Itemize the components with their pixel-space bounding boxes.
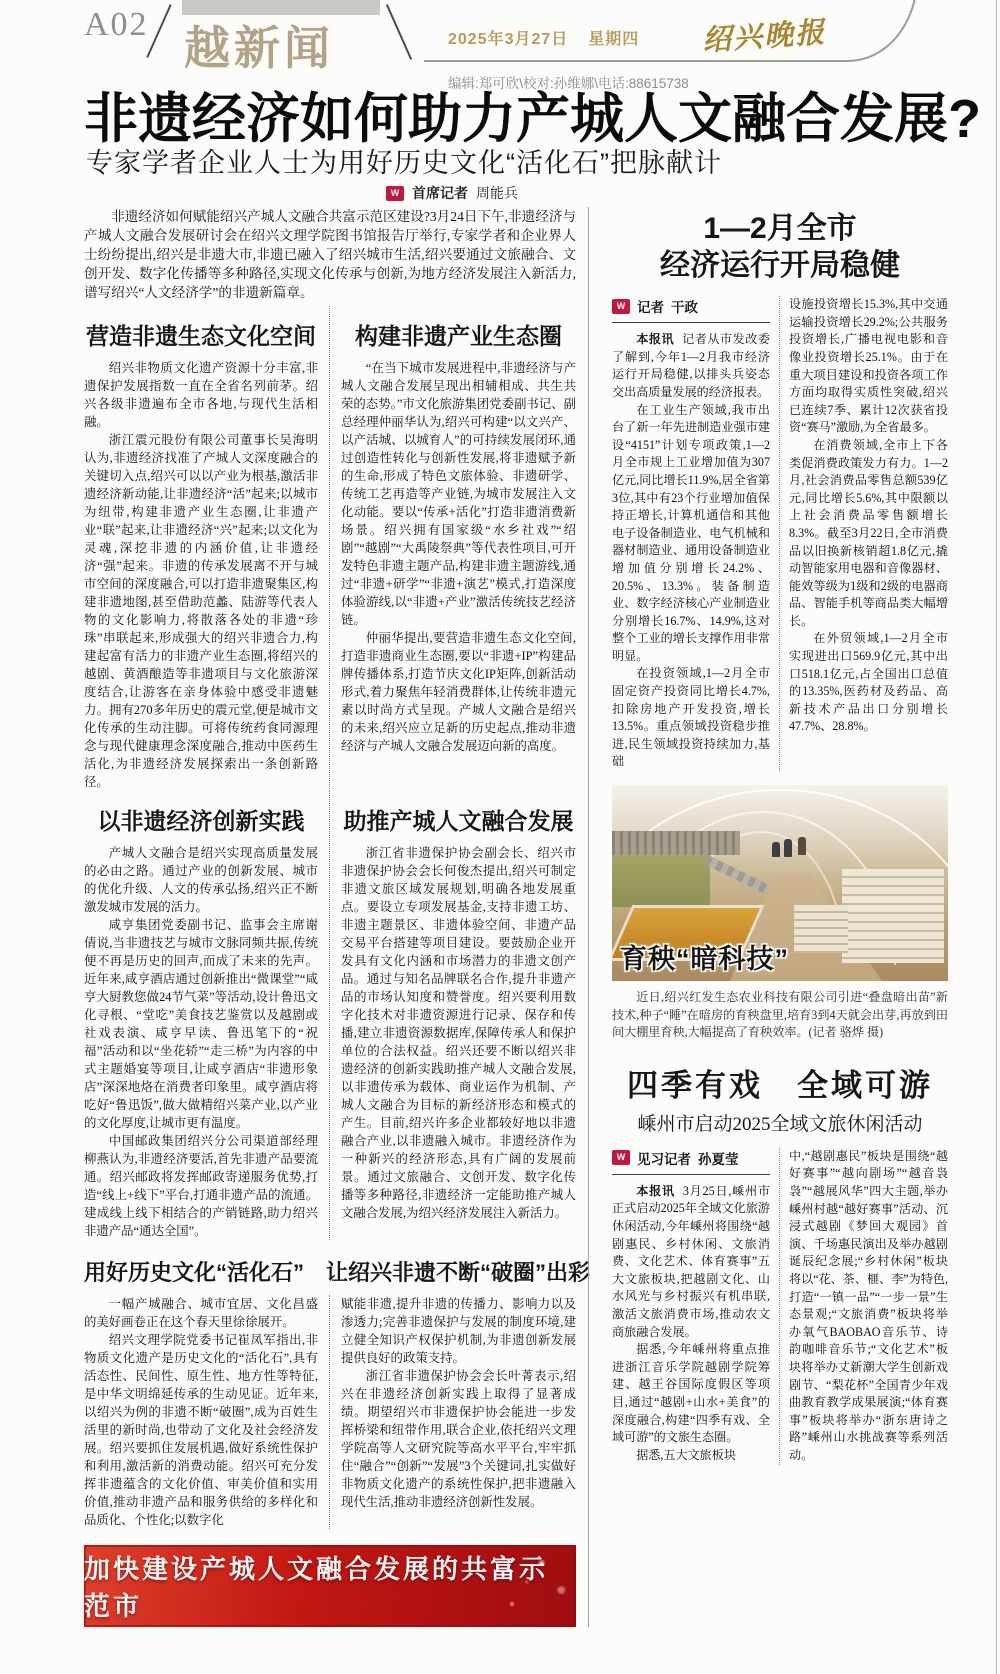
stacked-trays bbox=[794, 905, 848, 953]
paragraph-text: 3月25日,嵊州市正式启动2025年全域文化旅游休闲活动,今年嵊州将围绕“越剧惠民、乡村休闲、文旅消费、文化艺术、体育赛事”五大文旅板块,把越剧文化、山水风光与乡村振兴有机串联,激活文旅消费市场,推动农文商旅融合发展。 bbox=[612, 1183, 770, 1339]
main-headline: 非遗经济如何助力产城人文融合发展? bbox=[84, 89, 981, 149]
byline-label: 记者 bbox=[637, 300, 664, 316]
story-paragraph: 产城人文融合是绍兴实现高质量发展的必由之路。通过产业的创新发展、城市的优化升级、人文的传承弘扬,绍兴正不断激发城市发展的活力。 bbox=[84, 846, 318, 914]
shengzhou-subtitle: 嵊州市启动2025全域文旅休闲活动 bbox=[637, 1113, 923, 1135]
story-paragraph bbox=[612, 1183, 770, 1341]
page-edge-rule bbox=[996, 0, 997, 1674]
promo-banner-text: 加快建设产城人文融合发展的共富示范市 bbox=[84, 1555, 549, 1621]
economy-byline bbox=[612, 296, 770, 323]
promo-banner bbox=[84, 1545, 576, 1627]
story-paragraph: 绍兴非物质文化遗产资源十分丰富,非遗保护发展指数一直在全省名列前茅。绍兴各级非遗遍布全市各地,与现代生活相融。 bbox=[84, 361, 318, 429]
story-paragraph: 绍兴文理学院党委书记崔凤军指出,非物质文化遗产是历史文化的“活化石”,具有活态性、民间性、原生性、地方性等特征,是中华文明绵延传承的生动见证。近年来,以绍兴为例的非遗不断“破圈”,成为百姓生活里的新时尚,也带动了文化及社会经济发展。绍兴要抓住发展机遇,做好系统性保护和利用,激活新的消费动能。绍兴可充分发挥非遗蕴含的文化价值、审美价值和实用价值,推动非遗产品和服务供给的多样化和品质化、个性化;以数字化 bbox=[84, 1333, 318, 1527]
photo-grass bbox=[612, 855, 710, 907]
story-paragraph: 浙江省非遗保护协会会长叶菁表示,绍兴在非遗经济创新实践上取得了显著成绩。期望绍兴市非遗保护协会能进一步发挥桥梁和纽带作用,联合企业,依托绍兴文理学院高等人文研究院等高水平平台,牢牢抓住“融合”“创新”“发展”3个关键词,扎实做好非物质文化遗产的系统性保护,把非遗融入现代生活,推动非遗经济创新性发展。 bbox=[341, 1369, 576, 1509]
brand-logo: 绍兴晚报 bbox=[701, 16, 828, 58]
byline-label: 见习记者 bbox=[637, 1151, 691, 1167]
story-paragraph: 咸亨集团党委副书记、监事会主席谢倩说,当非遗技艺与城市文脉同频共振,传统便不再是历史的回声,而成了未来的先声。近年来,咸亨酒店通过创新推出“微课堂”“咸亨大厨教您做24节气菜”等活动,设计鲁迅文化寻根、“堂吃”美食技艺鉴赏以及越剧或社戏表演、咸亨早读、鲁迅笔下的“祝福”活动和以“坐花轿”“走三桥”为内容的中式主题婚宴等项目,让咸亨酒店“非遗形象店”深深地烙在消费者印象里。咸亨酒店将吃好“鲁迅饭”,做大做精绍兴菜产业,以产业的文化厚度,让城市更有温度。 bbox=[84, 918, 318, 1130]
column bbox=[780, 1148, 948, 1465]
weekday: 星期四 bbox=[588, 31, 640, 48]
byline-name: 周能兵 bbox=[476, 185, 518, 201]
column bbox=[330, 1295, 576, 1529]
story-paragraph bbox=[612, 331, 770, 401]
shengzhou-columns bbox=[612, 1148, 948, 1465]
photo-caption: 近日,绍兴红发生态农业科技有限公司引进“叠盘暗出苗”新技术,种子“睡”在暗房的育秧盘里,培育3到4天就会出芽,再放到田间大棚里育秧,大幅提高了育秧效率。(记者 骆烨 摄) bbox=[612, 990, 948, 1040]
page-number: A02 bbox=[84, 6, 149, 43]
story-paragraph: 一幅产城融合、城市宜居、文化昌盛的美好画卷正在这个春天里徐徐展开。 bbox=[84, 1297, 318, 1329]
story-paragraph: 在投资领域,1—2月全市固定资产投资同比增长4.7%,扣除房地产开发投资,增长13.5%。重点领域投资稳步推进,民生领域投资持续加力,基础 bbox=[612, 666, 770, 769]
byline-name: 干政 bbox=[671, 300, 698, 316]
column bbox=[780, 296, 948, 771]
column bbox=[612, 296, 780, 771]
photo-fence bbox=[612, 831, 740, 855]
byline-name: 孙夏莹 bbox=[698, 1151, 739, 1167]
byline-label: 首席记者 bbox=[412, 185, 468, 201]
photo-title: 育秧“暗科技” bbox=[620, 944, 789, 975]
section-heading: 助推产城人文融合发展 bbox=[343, 808, 574, 834]
column bbox=[330, 306, 576, 791]
section-heading: 以非遗经济创新实践 bbox=[97, 808, 305, 834]
story-paragraph: 据悉,今年嵊州将重点推进浙江音乐学院越剧学院筹建、越王谷国际度假区等项目,通过“越剧+山水+美食”的深度融合,构建“四季有戏、全域可游”的文旅生态圈。 bbox=[612, 1342, 770, 1445]
story-paragraph: 设施投资增长15.3%,其中交通运输投资增长29.2%;公共服务投资增长,广播电视电影和音像业投资增长25.1%。由于在重大项目建设和投资各项工作方面均取得实质性突破,绍兴已连续7季、累计12次获省投资“赛马”激励,为全省最多。 bbox=[789, 297, 948, 435]
issue-date: 2025年3月27日 bbox=[448, 31, 569, 48]
paper-logo-icon: W bbox=[386, 186, 404, 201]
column bbox=[84, 306, 330, 791]
main-story bbox=[84, 207, 591, 1627]
shengzhou-byline bbox=[612, 1148, 770, 1175]
column bbox=[84, 791, 330, 1240]
story-section-3 bbox=[84, 1295, 576, 1529]
economy-columns bbox=[612, 296, 948, 771]
story-paragraph: “在当下城市发展进程中,非遗经济与产城人文融合发展呈现出相辅相成、共生共荣的态势。”市文化旅游集团党委副书记、副总经理仲丽华认为,绍兴可构建“以文兴产、以产活城、以城育人”的可持续发展闭环,通过创造性转化与创新性发展,将非遗赋予新的生命,形成了特色文旅体验、非遗研学、传统工艺再造等产业链,为城市发展注入文化动能。要以“传承+活化”打造非遗消费新场景。绍兴拥有国家级“水乡社戏”“绍剧”“越剧”“大禹陵祭典”等代表性项目,可开发特色非遗主题产品,构建非遗主题游线,通过“非遗+研学”“非遗+演艺”模式,打造深度体验游线,以“非遗+产业”激活传统技艺经济链。 bbox=[341, 361, 576, 627]
column bbox=[330, 791, 576, 1240]
paper-logo-icon: W bbox=[612, 299, 630, 314]
photo-person bbox=[798, 837, 806, 855]
economy-title-line2: 经济运行开局稳健 bbox=[660, 248, 900, 282]
story-paragraph: 在消费领域,全市上下各类促消费政策发力有力。1—2月,社会消费品零售总额539亿元,同比增长5.6%,其中限额以上社会消费品零售额增长8.3%。截至3月22日,全市消费品以旧换新核销超1.8亿元,撬动智能家用电器和音像器材、能效等级为1级和2级的电器商品、智能手机等商品类大幅增长。 bbox=[789, 437, 948, 628]
section-heading: 用好历史文化“活化石” 让绍兴非遗不断“破圈”出彩 bbox=[84, 1260, 591, 1285]
section-heading: 构建非遗产业生态圈 bbox=[355, 323, 562, 349]
photo-person bbox=[772, 842, 780, 857]
sidebar bbox=[588, 207, 948, 1627]
economy-title bbox=[612, 211, 948, 284]
story-paragraph: 浙江震元股份有限公司董事长吴海明认为,非遗经济找准了产城人文深度融合的关键切入点,绍兴可以以产业为根基,激活非遗经济新动能,让非遗经济“活”起来;以城市为纽带,构建非遗产业生态圈,让非遗产业“联”起来,让非遗经济“兴”起来;以文化为灵魂,深挖非遗的内涵价值,让非遗经济“强”起来。非遗的传承发展离不开与城市空间的深度融合,可以打造非遗聚集区,构建非遗地图,甚至借助范蠡、陆游等代表人物的文化影响力,将散落各处的非遗“珍珠”串联起来,形成强大的绍兴非遗合力,构建起富有活力的非遗产业生态圈,将绍兴的越剧、黄酒酿造等非遗项目与文化旅游深度结合,让游客在亲身体验中感受非遗魅力。拥有270多年历史的震元堂,便是城市文化传承的生动注脚。可将传统药食同源理念与现代健康理念深度融合,推动中医药生活化,为非遗经济发展探索出一条创新路径。 bbox=[84, 433, 318, 789]
photo-person bbox=[784, 839, 792, 857]
header-backslash-rule bbox=[146, 4, 171, 58]
shengzhou-article bbox=[612, 1060, 948, 1465]
column bbox=[84, 1295, 330, 1529]
story-paragraph: 仲丽华提出,要营造非遗生态文化空间,打造非遗商业生态圈,要以“非遗+IP”构建品牌传播体系,打造节庆文化IP矩阵,创新活动形式,着力聚焦年轻消费群体,让传统非遗元素以时尚方式呈现。产城人文融合是绍兴的未来,绍兴应立足新的历史起点,推动非遗经济与产城人文融合发展迈向新的高度。 bbox=[341, 631, 576, 753]
story-paragraph: 在工业生产领域,我市出台了新一年先进制造业强市建设“4151”计划专项政策,1—2月全市规上工业增加值为307亿元,同比增长11.9%,居全省第3位,其中有23个行业增加值保持正增长,计算机通信和其他电子设备制造业、电气机械和器材制造业、通用设备制造业增加值分别增长24.2%、20.5%、13.3%。装备制造业、数字经济核心产业制造业分别增长16.7%、14.9%,这对整个工业的增长支撑作用非常明显。 bbox=[612, 402, 770, 663]
column bbox=[612, 1148, 780, 1465]
editor-line: 编辑:郑可欣\校对:孙维娜\电话:88615738 bbox=[448, 76, 689, 91]
lead-paragraph: 非遗经济如何赋能绍兴产城人文融合共富示范区建设?3月24日下午,非遗经济与产城人文融合发展研讨会在绍兴文理学院图书馆报告厅举行,专家学者和企业界人士纷纷提出,绍兴是非遗大市,非遗已融入了绍兴城市生活,绍兴要通过文旅融合、文创开发、数字化传播等多种路径,实现文化传承与创新,为地方经济发展注入新活力,谱写绍兴“人文经济学”的非遗新篇章。 bbox=[84, 209, 577, 300]
page-content bbox=[84, 207, 948, 1627]
economy-title-line1: 1—2月全市 bbox=[703, 212, 857, 245]
shengzhou-title: 四季有戏 全域可游 bbox=[627, 1067, 933, 1103]
date-line bbox=[448, 26, 639, 49]
story-section-1 bbox=[84, 306, 576, 791]
header-slash-rule bbox=[386, 4, 412, 60]
story-paragraph: 在外贸领域,1—2月全市实现进出口569.9亿元,其中出口518.1亿元,占全国出口总值的13.35%,医药材及药品、高新技术产品出口分别增长47.7%、28.8%。 bbox=[789, 631, 948, 734]
paragraph-text: 记者从市发改委了解到,今年1—2月我市经济运行开局稳健,以排头兵姿态交出高质量发展的经济报表。 bbox=[612, 332, 770, 399]
paper-logo-icon: W bbox=[612, 1150, 630, 1165]
news-photo bbox=[612, 785, 948, 981]
story-paragraph: 浙江省非遗保护协会副会长、绍兴市非遗保护协会会长何俊杰提出,绍兴可制定非遗文旅区域发展规划,明确各地发展重点。要设立专项发展基金,支持非遗工坊、非遗主题景区、非遗体验空间、非遗产品交易平台搭建等项目建设。要鼓励企业开发具有文化内涵和市场潜力的非遗文创产品。通过与知名品牌联名合作,提升非遗产品的市场认知度和赞誉度。绍兴要利用数字化技术对非遗资源进行记录、保存和传播,建立非遗资源数据库,保障传承人和保护单位的合法权益。绍兴还要不断以绍兴非遗经济的创新实践助推产城人文融合发展,以非遗传承为载体、商业运作为机制、产城人文融合为目标的新经济形态和模式的产生。目前,绍兴许多企业都较好地以非遗融合产业,以非遗融入城市。非遗经济作为一种新兴的经济形态,具有广阔的发展前景。通过文旅融合、文创开发、数字化传播等多种路径,非遗经济一定能助推产城人文融合发展,为绍兴经济发展注入新活力。 bbox=[341, 846, 576, 1220]
brief-label: 本报讯 bbox=[636, 1183, 675, 1198]
story-paragraph: 赋能非遗,提升非遗的传播力、影响力以及渗透力;完善非遗保护与发展的制度环境,建立健全知识产权保护机制,为非遗创新发展提供良好的政策支持。 bbox=[341, 1297, 576, 1365]
sub-headline: 专家学者企业人士为用好历史文化“活化石”把脉献计 bbox=[86, 148, 722, 178]
brief-label: 本报讯 bbox=[636, 332, 675, 347]
section-masthead: 越新闻 bbox=[184, 23, 334, 74]
stacked-trays bbox=[842, 869, 944, 963]
section-heading: 营造非遗生态文化空间 bbox=[86, 323, 316, 349]
main-byline bbox=[386, 183, 518, 203]
story-paragraph: 据悉,五大文旅板块 bbox=[636, 1447, 736, 1462]
story-paragraph: 中国邮政集团绍兴分公司渠道部经理柳燕认为,非遗经济要活,首先非遗产品要流通。绍兴邮政将发挥邮政寄递服务优势,打造“线上+线下”平台,打通非遗产品的流通。建成线上线下相结合的产销链路,助力绍兴非遗产品“通达全国”。 bbox=[84, 1134, 318, 1238]
story-section-2 bbox=[84, 791, 576, 1240]
economy-article bbox=[612, 211, 948, 771]
story-paragraph: 中,“越剧惠民”板块是围绕“越好赛事”“越向剧场”“越音袅袅”“越展风华”四大主题,举办嵊州村越“越好赛事”活动、沉浸式越剧《梦回大观园》首演、千场惠民演出及举办越剧诞辰纪念展;“乡村休闲”板块将以“花、茶、榧、李”为特色,打造“一镇一品”“一步一景”生态景观;“文旅消费”板块将举办氧气BAOBAO音乐节、诗韵咖啡音乐节;“文化艺术”板块将举办丈新潮大学生创新戏剧节、“梨花杯”全国青少年戏曲教育教学成果展演;“体育赛事”板块将举办“浙东唐诗之路”嵊州山水挑战赛等系列活动。 bbox=[789, 1148, 948, 1462]
